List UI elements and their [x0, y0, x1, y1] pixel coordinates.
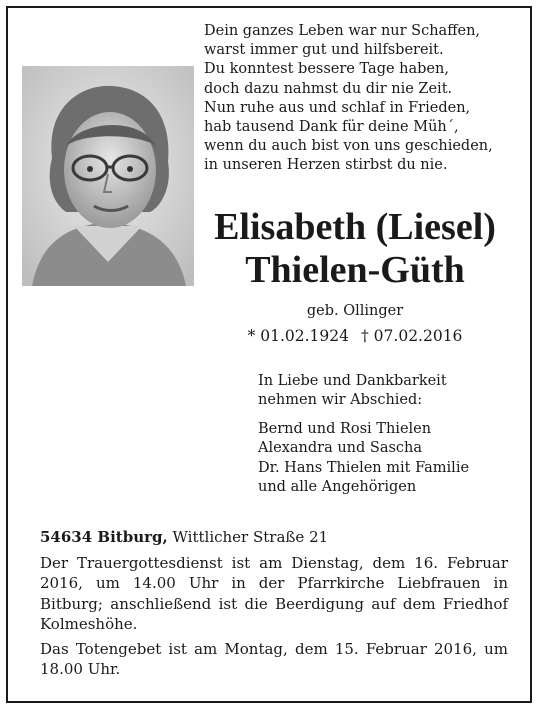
farewell-line: nehmen wir Abschied: [258, 392, 423, 409]
prayer-details: Das Totengebet ist am Montag, dem 15. Februar 2016, um 18.00 Uhr. [40, 640, 508, 679]
poem-line: wenn du auch bist von uns geschieden, [204, 138, 493, 155]
name-last: Thielen-Güth [245, 249, 465, 291]
obituary-notice [6, 6, 532, 703]
service-info [40, 553, 508, 685]
poem-line: warst immer gut und hilfsbereit. [204, 42, 444, 59]
farewell-line: In Liebe und Dankbarkeit [258, 373, 447, 389]
mourner-name: Bernd und Rosi Thielen [258, 420, 432, 437]
portrait-photo [22, 66, 194, 286]
birth-date: * 01.02.1924 [247, 327, 349, 345]
portrait-image [22, 66, 194, 286]
life-dates [196, 326, 514, 346]
funeral-details: Der Trauergottesdienst ist am Dienstag, dem 16. Februar 2016, um 14.00 Uhr in der Pfarrkirche Liebfrauen in Bitburg; anschließend ist die Beerdigung auf dem Friedhof Kolmeshöhe. [40, 554, 508, 633]
poem-line: in unseren Herzen stirbst du nie. [204, 157, 448, 174]
name-first: Elisabeth (Liesel) [214, 206, 496, 248]
address-street: Wittlicher Straße 21 [172, 528, 329, 546]
mourner-name: Alexandra und Sascha [258, 440, 423, 457]
death-date: † 07.02.2016 [361, 327, 463, 345]
farewell-text [258, 372, 523, 411]
address-city: 54634 Bitburg, [40, 528, 168, 546]
birth-name: geb. Ollinger [306, 303, 404, 319]
poem-line: Du konntest bessere Tage haben, [204, 61, 449, 78]
poem-line: doch dazu nahmst du dir nie Zeit. [204, 80, 453, 97]
mourners-block [258, 372, 523, 497]
poem-line: hab tausend Dank für deine Müh´, [204, 119, 459, 136]
mourner-name: und alle Angehörigen [258, 479, 417, 496]
poem-line: Nun ruhe aus und schlaf in Frieden, [204, 99, 471, 116]
deceased-name [196, 206, 514, 292]
mourner-name: Dr. Hans Thielen mit Familie [258, 459, 470, 476]
family-address [40, 527, 510, 547]
poem-line: Dein ganzes Leben war nur Schaffen, [204, 23, 481, 39]
poem [204, 22, 524, 176]
